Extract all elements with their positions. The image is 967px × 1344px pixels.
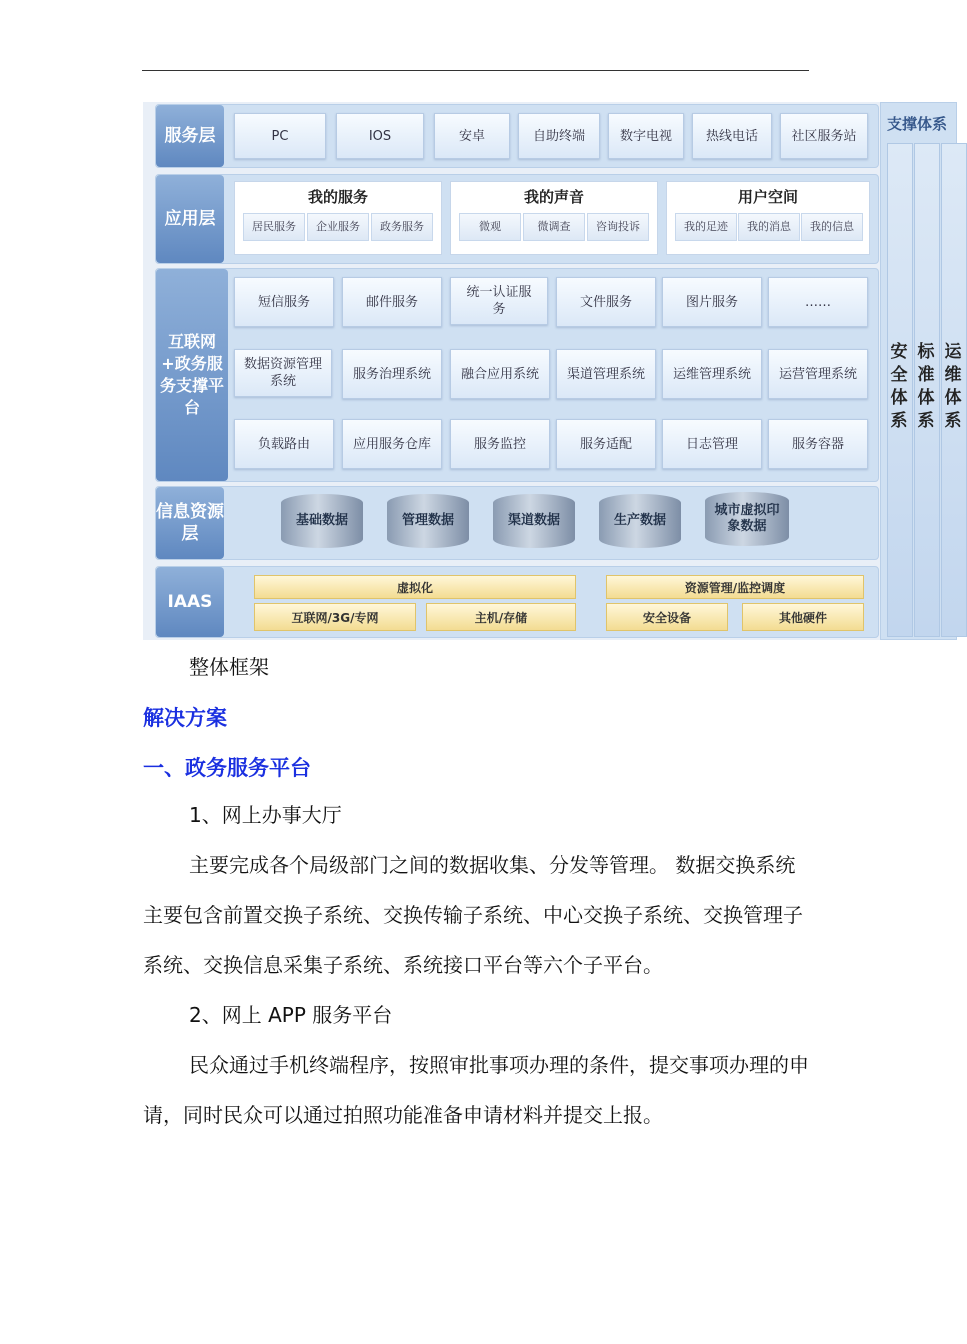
iaas-cell: 虚拟化 [254,575,576,599]
platform-layer-label: 互联网+政务服务支撑平台 [156,269,228,481]
support-column-label: 标准体系 [917,342,935,431]
platform-cell: 邮件服务 [342,277,442,327]
platform-cell: 应用服务仓库 [342,419,442,469]
app-sub-item: 咨询投诉 [587,213,649,241]
architecture-diagram [143,102,962,640]
platform-cell: 日志管理 [662,419,762,469]
app-sub-item: 微观 [459,213,521,241]
service-community: 社区服务站 [780,113,868,159]
app-sub-item: 企业服务 [307,213,369,241]
app-layer [155,174,879,264]
iaas-cell: 资源管理/监控调度 [606,575,864,599]
platform-cell: …… [768,277,868,327]
service-layer-label: 服务层 [156,105,224,167]
platform-cell: 文件服务 [556,277,656,327]
support-system [880,102,962,640]
platform-cell: 统一认证服务 [450,277,548,325]
paragraph-2: 民众通过手机终端程序，按照审批事项办理的条件，提交事项办理的申请，同时民众可以通过拍照功能准备申请材料并提交上报。 [143,1053,809,1127]
app-group-user-space [666,181,870,255]
platform-cell: 融合应用系统 [450,349,550,399]
support-column-label: 运维体系 [944,342,962,431]
app-sub-item: 微调查 [523,213,585,241]
platform-cell: 短信服务 [234,277,334,327]
platform-cell: 数据资源管理系统 [234,349,332,397]
db-cylinder: 城市虚拟印象数据 [705,492,789,546]
section-heading: 解决方案 [143,706,227,730]
support-column-label: 安全体系 [890,342,908,431]
service-ios: IOS [336,113,424,159]
service-kiosk: 自助终端 [518,113,600,159]
iaas-layer [155,566,879,638]
platform-cell: 负载路由 [234,419,334,469]
platform-cell: 图片服务 [662,277,762,327]
iaas-cell: 主机/存储 [426,603,576,631]
platform-cell: 运营管理系统 [768,349,868,399]
info-layer-label: 信息资源层 [156,487,224,559]
app-layer-label: 应用层 [156,175,224,263]
iaas-layer-label: IAAS [156,567,224,637]
platform-cell: 服务容器 [768,419,868,469]
db-cylinder: 渠道数据 [493,494,575,548]
header-rule [142,70,809,71]
iaas-cell: 其他硬件 [742,603,864,631]
app-sub-item: 我的信息 [801,213,863,241]
list-item-2: 2、网上 APP 服务平台 [189,1003,393,1027]
db-cylinder: 生产数据 [599,494,681,548]
app-group-my-voice [450,181,658,255]
service-android: 安卓 [434,113,510,159]
group-title: 我的声音 [523,188,584,206]
app-group-my-services [234,181,442,255]
platform-cell: 运维管理系统 [662,349,762,399]
service-layer [155,104,879,168]
platform-cell: 渠道管理系统 [556,349,656,399]
platform-cell: 服务监控 [450,419,550,469]
support-title: 支撑体系 [887,115,948,133]
app-sub-item: 居民服务 [243,213,305,241]
subsection-heading: 一、政务服务平台 [143,756,311,780]
platform-cell: 服务治理系统 [342,349,442,399]
platform-cell: 服务适配 [556,419,656,469]
app-sub-item: 政务服务 [371,213,433,241]
iaas-cell: 互联网/3G/专网 [254,603,416,631]
paragraph-1: 主要完成各个局级部门之间的数据收集、分发等管理。 数据交换系统主要包含前置交换子系统、交换传输子系统、中心交换子系统、交换管理子系统、交换信息采集子系统、系统接口平台等六个子平台。 [143,853,803,977]
app-sub-item: 我的足迹 [675,213,737,241]
service-digital-tv: 数字电视 [608,113,684,159]
group-title: 用户空间 [737,188,798,206]
iaas-cell: 安全设备 [606,603,728,631]
list-item-1: 1、网上办事大厅 [189,803,342,827]
app-sub-item: 我的消息 [738,213,800,241]
platform-layer [155,268,879,482]
service-hotline: 热线电话 [692,113,772,159]
group-title: 我的服务 [307,188,368,206]
db-cylinder: 基础数据 [281,494,363,548]
db-cylinder: 管理数据 [387,494,469,548]
figure-caption: 整体框架 [189,655,269,679]
service-pc: PC [234,113,326,159]
